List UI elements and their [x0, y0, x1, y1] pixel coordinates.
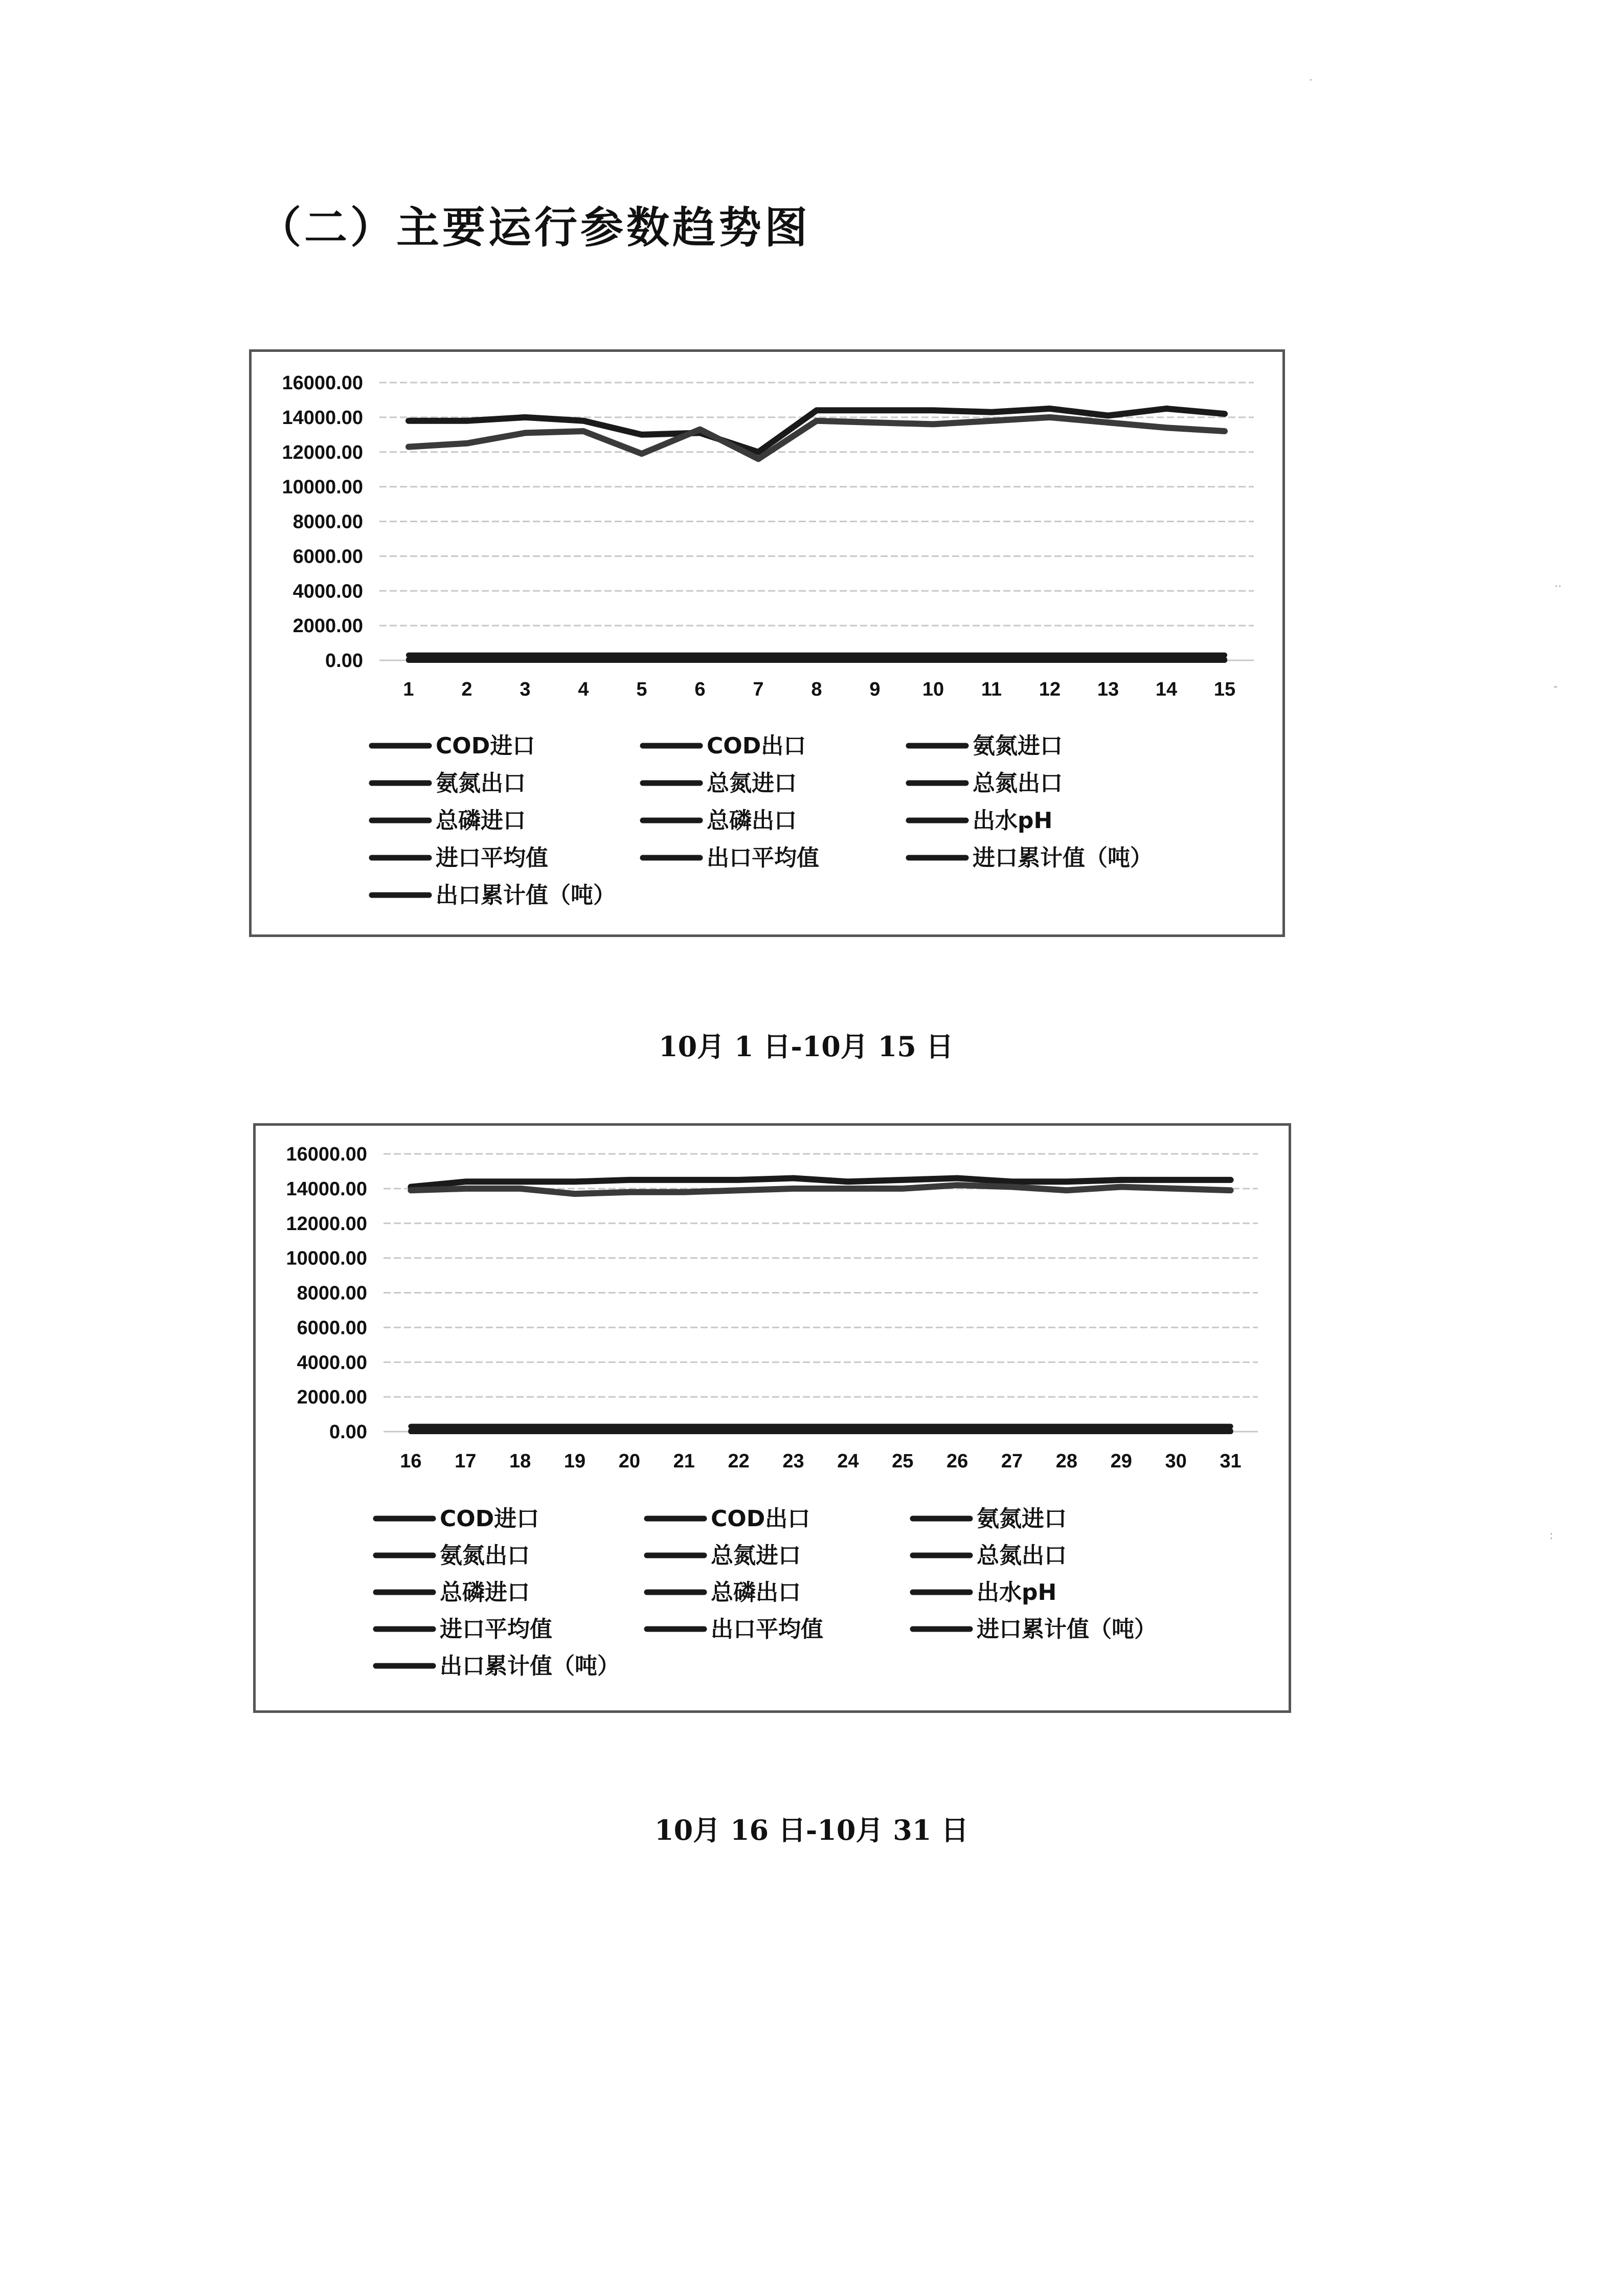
y-tick-label: 8000.00 — [297, 1282, 367, 1304]
trend-chart-oct-1-15 — [249, 349, 1285, 937]
x-tick-label: 31 — [1220, 1451, 1242, 1472]
x-tick-label: 3 — [520, 679, 531, 700]
x-tick-label: 4 — [578, 679, 589, 700]
legend-label: 出水pH — [977, 1579, 1057, 1606]
legend-label: COD进口 — [436, 733, 535, 759]
legend-label: 总氮进口 — [707, 770, 797, 796]
x-tick-label: 19 — [563, 1451, 586, 1472]
y-tick-label: 16000.00 — [286, 1144, 367, 1165]
legend-label: 进口累计值（吨） — [977, 1616, 1157, 1642]
legend-label: 氨氮出口 — [440, 1543, 530, 1569]
legend-label: 氨氮进口 — [977, 1506, 1067, 1532]
x-tick-label: 9 — [869, 679, 881, 700]
x-tick-label: 25 — [892, 1451, 914, 1472]
x-tick-label: 22 — [728, 1451, 750, 1472]
chart-svg — [252, 352, 1282, 934]
legend-label: COD出口 — [711, 1506, 810, 1532]
legend-label: 总氮出口 — [977, 1543, 1067, 1569]
scan-speck: ·· — [1554, 581, 1562, 593]
legend-label: 出口平均值 — [707, 845, 819, 871]
y-tick-label: 8000.00 — [292, 511, 363, 533]
x-tick-label: 29 — [1110, 1451, 1132, 1472]
y-tick-label: 4000.00 — [292, 581, 363, 603]
legend-label: 出水pH — [973, 808, 1053, 834]
x-tick-label: 10 — [922, 679, 944, 700]
legend-label: 进口平均值 — [436, 845, 548, 871]
x-tick-label: 2 — [461, 679, 472, 700]
y-tick-label: 14000.00 — [282, 407, 363, 429]
y-tick-label: 0.00 — [329, 1421, 367, 1443]
y-tick-label: 4000.00 — [297, 1352, 367, 1374]
legend-label: 氨氮出口 — [436, 770, 526, 796]
x-tick-label: 14 — [1155, 679, 1178, 700]
x-tick-label: 16 — [400, 1451, 422, 1472]
section-title: （二）主要运行参数趋势图 — [258, 202, 811, 253]
legend-label: COD出口 — [707, 733, 806, 759]
x-tick-label: 26 — [946, 1451, 968, 1472]
scan-speck: : — [1549, 1529, 1553, 1542]
y-tick-label: 12000.00 — [286, 1213, 367, 1235]
y-tick-label: 6000.00 — [292, 546, 363, 568]
legend-label: 氨氮进口 — [973, 733, 1063, 759]
y-tick-label: 0.00 — [325, 650, 363, 672]
x-tick-label: 27 — [1001, 1451, 1023, 1472]
y-tick-label: 6000.00 — [297, 1317, 367, 1339]
x-tick-label: 8 — [811, 679, 822, 700]
x-tick-label: 15 — [1213, 679, 1236, 700]
x-tick-label: 20 — [618, 1451, 641, 1472]
y-tick-label: 14000.00 — [286, 1178, 367, 1200]
legend-label: 出口累计值（吨） — [436, 882, 616, 908]
legend-label: 总氮进口 — [711, 1543, 801, 1569]
legend-label: 总磷出口 — [707, 808, 797, 834]
scan-speck: · — [1309, 74, 1313, 87]
x-tick-label: 23 — [782, 1451, 804, 1472]
legend-label: 进口平均值 — [440, 1616, 552, 1642]
legend-label: 出口平均值 — [711, 1616, 823, 1642]
x-tick-label: 7 — [753, 679, 764, 700]
x-tick-label: 11 — [981, 679, 1002, 700]
y-tick-label: 10000.00 — [286, 1247, 367, 1269]
y-tick-label: 12000.00 — [282, 441, 363, 463]
legend-label: 总磷进口 — [436, 808, 526, 834]
x-tick-label: 12 — [1039, 679, 1061, 700]
x-tick-label: 30 — [1165, 1451, 1187, 1472]
legend-label: 出口累计值（吨） — [440, 1653, 620, 1679]
chart-svg — [256, 1126, 1289, 1710]
x-tick-label: 1 — [403, 679, 414, 700]
trend-chart-oct-16-31 — [253, 1123, 1291, 1713]
y-tick-label: 2000.00 — [292, 615, 363, 637]
y-tick-label: 10000.00 — [282, 476, 363, 498]
x-tick-label: 6 — [694, 679, 706, 700]
y-tick-label: 2000.00 — [297, 1387, 367, 1409]
scan-speck: - — [1553, 680, 1558, 693]
legend-label: COD进口 — [440, 1506, 539, 1532]
y-tick-label: 16000.00 — [282, 372, 363, 394]
x-tick-label: 5 — [636, 679, 647, 700]
chart-caption-2: 10月 16 日-10月 31 日 — [655, 1814, 969, 1846]
legend-label: 总氮出口 — [973, 770, 1063, 796]
x-tick-label: 24 — [837, 1451, 859, 1472]
legend-label: 进口累计值（吨） — [973, 845, 1153, 871]
legend-label: 总磷出口 — [711, 1579, 801, 1606]
x-tick-label: 13 — [1097, 679, 1119, 700]
legend-label: 总磷进口 — [440, 1579, 530, 1606]
chart-caption-1: 10月 1 日-10月 15 日 — [659, 1030, 954, 1063]
x-tick-label: 17 — [455, 1451, 477, 1472]
x-tick-label: 28 — [1055, 1451, 1078, 1472]
series-line — [411, 1185, 1230, 1194]
x-tick-label: 18 — [509, 1451, 531, 1472]
x-tick-label: 21 — [673, 1451, 695, 1472]
